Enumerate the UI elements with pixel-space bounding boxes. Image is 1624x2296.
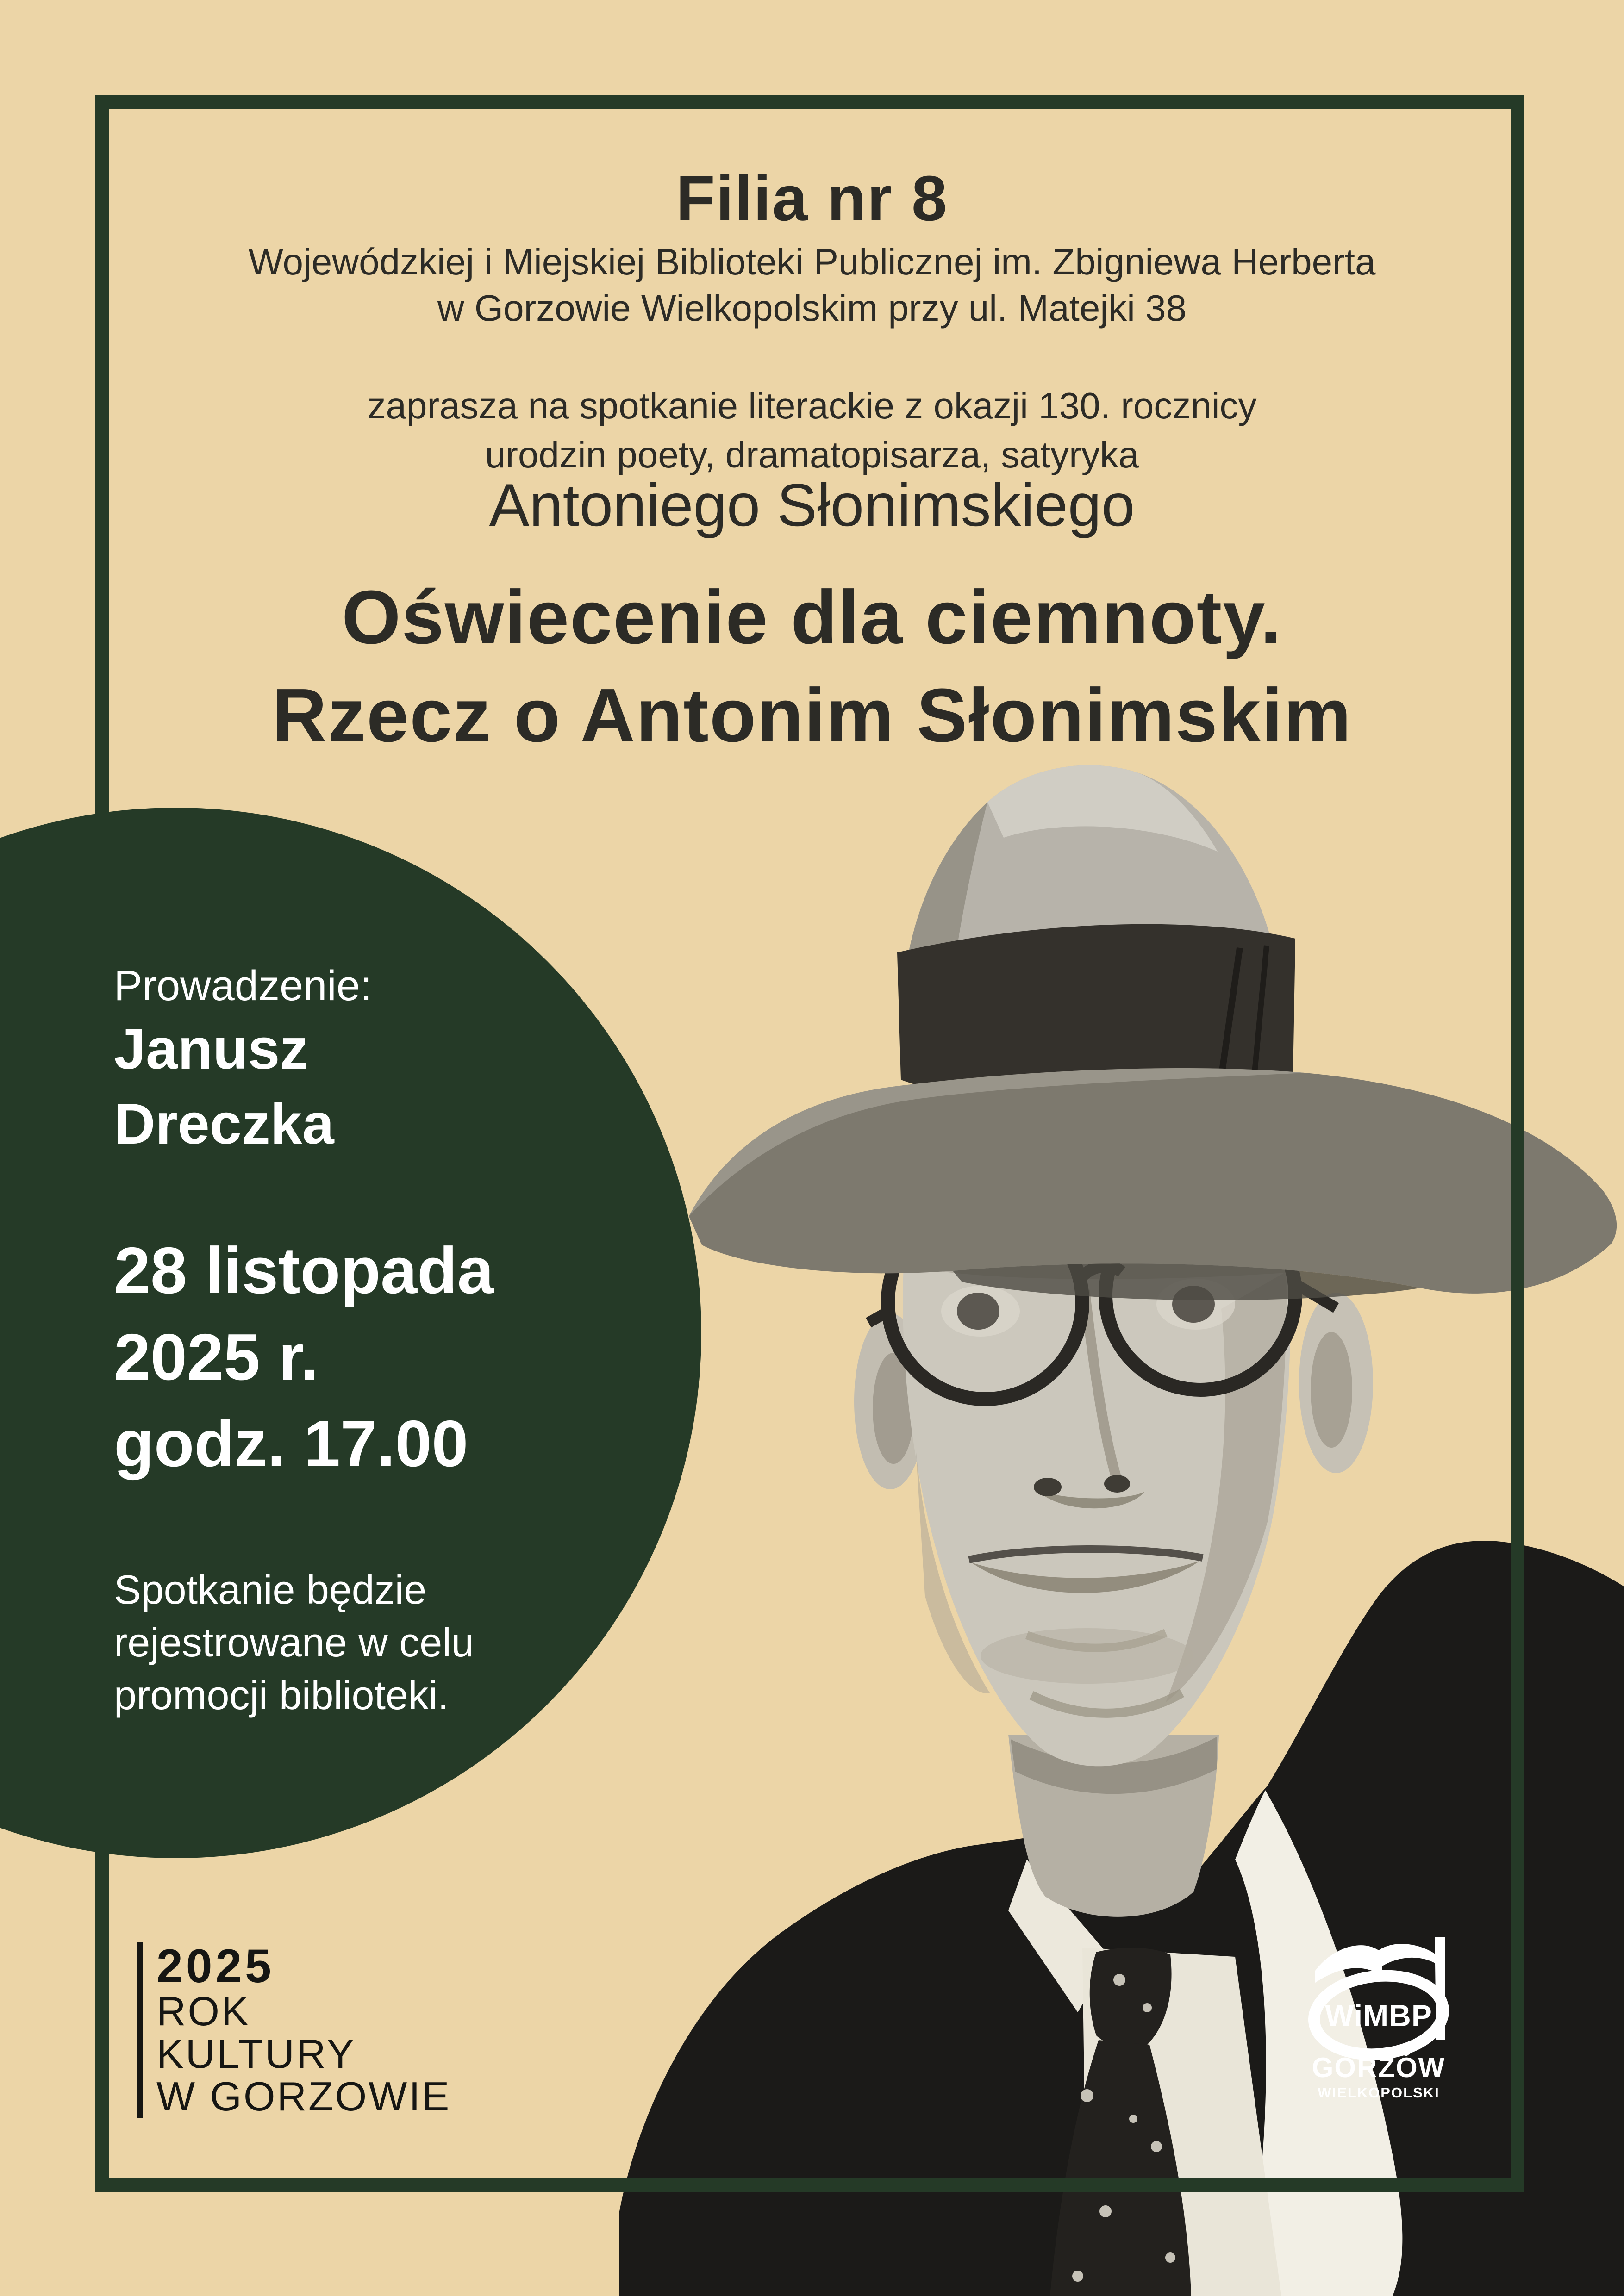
host-last-name: Dreczka [114, 1092, 334, 1156]
logo-year: 2025 [156, 1940, 275, 1992]
year-of-culture-logo [137, 1942, 451, 2118]
note-line-1: Spotkanie będzie [114, 1567, 427, 1612]
event-date-line-2: 2025 r. [114, 1320, 319, 1394]
event-title [0, 568, 1624, 765]
note-line-3: promocji biblioteki. [114, 1672, 449, 1718]
invitation-text [0, 381, 1624, 479]
invite-line-2: urodzin poety, dramatopisarza, satyryka [485, 434, 1139, 475]
host-name [114, 1012, 334, 1162]
honoree-name: Antoniego Słonimskiego [489, 471, 1135, 539]
org-line-1: Wojewódzkiej i Miejskiej Biblioteki Publicznej im. Zbigniewa Herberta [248, 241, 1376, 282]
event-title-line-2: Rzecz o Antonim Słonimskim [272, 673, 1352, 758]
event-datetime [114, 1227, 494, 1487]
logo-abbr: WiMBP [1325, 1998, 1432, 2033]
host-label: Prowadzenie: [114, 962, 372, 1009]
logo-line-gorzowie: W GORZOWIE [156, 2073, 451, 2119]
branch-name: Filia nr 8 [676, 163, 948, 234]
event-title-line-1: Oświecenie dla ciemnoty. [342, 575, 1282, 660]
host-first-name: Janusz [114, 1017, 309, 1081]
logo-vertical-bar [137, 1942, 143, 2118]
logo-city: GORZÓW [1312, 2052, 1446, 2083]
event-time: godz. 17.00 [114, 1407, 468, 1481]
logo-line-rok: ROK [156, 1988, 250, 2034]
logo-line-kultury: KULTURY [156, 2031, 356, 2077]
note-line-2: rejestrowane w celu [114, 1619, 474, 1665]
organization-name [0, 239, 1624, 331]
logo-region: WIELKOPOLSKI [1318, 2084, 1440, 2101]
org-line-2: w Gorzowie Wielkopolskim przy ul. Matejki 38 [437, 287, 1187, 329]
invite-line-1: zaprasza na spotkanie literackie z okazji 130. rocznicy [367, 385, 1257, 426]
recording-note [114, 1563, 474, 1722]
library-logo [1308, 1919, 1454, 2115]
event-date-line-1: 28 listopada [114, 1234, 494, 1307]
